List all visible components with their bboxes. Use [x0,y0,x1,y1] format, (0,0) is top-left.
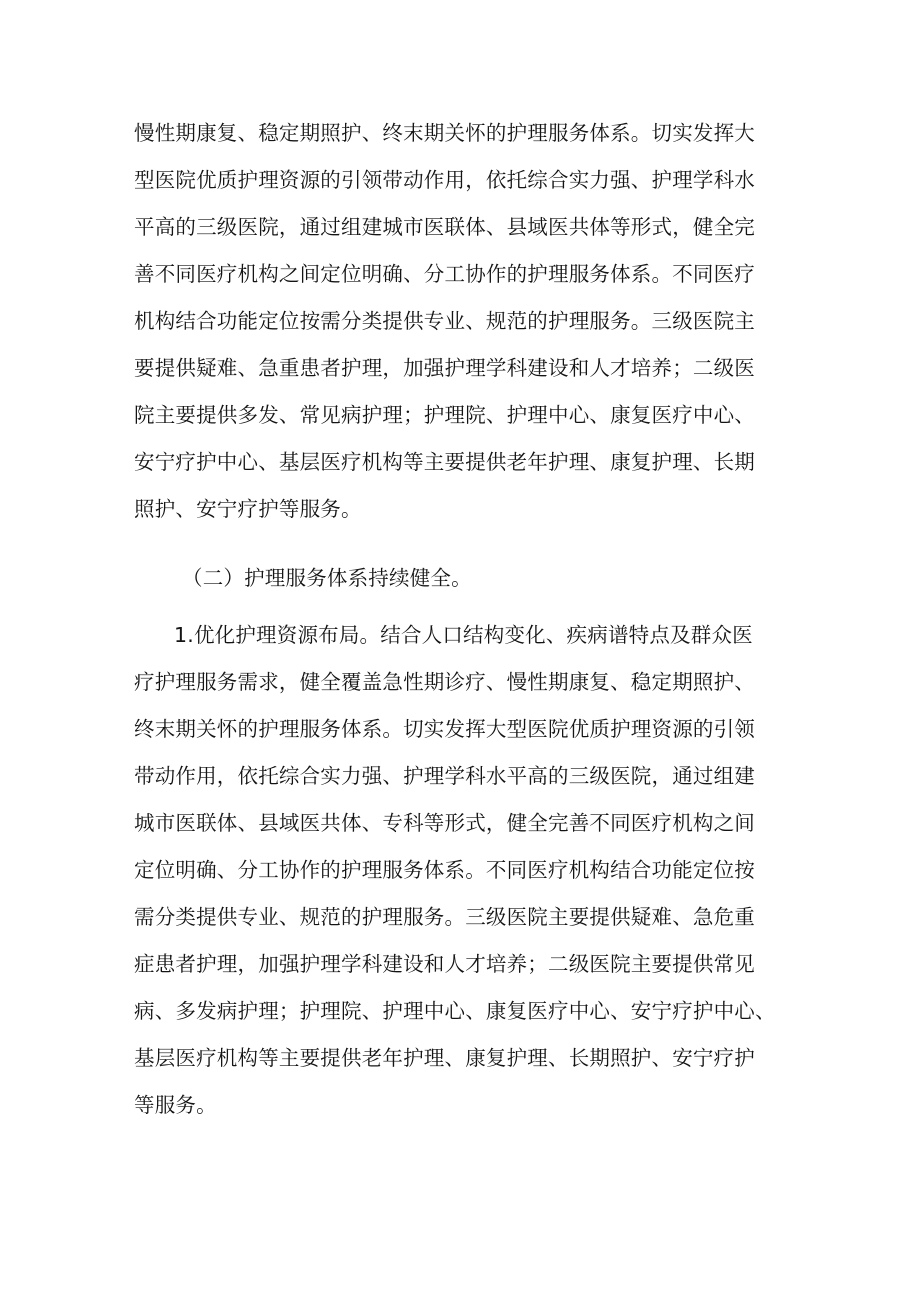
text-line: 1.优化护理资源布局。结合人口结构变化、疾病谱特点及群众医 [174,623,753,647]
text-line: 院主要提供多发、常见病护理；护理院、护理中心、康复医疗中心、 [134,403,755,427]
text-line: 等服务。 [134,1093,217,1117]
paragraph-item-1 [134,612,794,1129]
text-line: 基层医疗机构等主要提供老年护理、康复护理、长期照护、安宁疗护 [134,1046,755,1070]
text-line: 照护、安宁疗护等服务。 [134,497,362,521]
text-line: 慢性期康复、稳定期照护、终末期关怀的护理服务体系。切实发挥大 [134,121,755,145]
text-line: 型医院优质护理资源的引领带动作用，依托综合实力强、护理学科水 [134,168,755,192]
text-line: 要提供疑难、急重患者护理，加强护理学科建设和人才培养；二级医 [134,356,755,380]
text-line: 城市医联体、县域医共体、专科等形式，健全完善不同医疗机构之间 [134,811,755,835]
text-line: 善不同医疗机构之间定位明确、分工协作的护理服务体系。不同医疗 [134,262,755,286]
section-heading: （二）护理服务体系持续健全。 [182,566,472,590]
section-heading-block [134,555,794,602]
text-line: 病、多发病护理；护理院、护理中心、康复医疗中心、安宁疗护中心、 [134,999,776,1023]
text-line: 疗护理服务需求，健全覆盖急性期诊疗、慢性期康复、稳定期照护、 [134,670,755,694]
text-line: 需分类提供专业、规范的护理服务。三级医院主要提供疑难、急危重 [134,905,755,929]
text-line: 终末期关怀的护理服务体系。切实发挥大型医院优质护理资源的引领 [134,717,755,741]
text-line: 安宁疗护中心、基层医疗机构等主要提供老年护理、康复护理、长期 [134,450,755,474]
text-line: 带动作用，依托综合实力强、护理学科水平高的三级医院，通过组建 [134,764,755,788]
text-line: 平高的三级医院，通过组建城市医联体、县域医共体等形式，健全完 [134,215,755,239]
paragraph-continued [134,110,794,533]
text-line: 症患者护理，加强护理学科建设和人才培养；二级医院主要提供常见 [134,952,755,976]
text-line: 机构结合功能定位按需分类提供专业、规范的护理服务。三级医院主 [134,309,755,333]
text-line: 定位明确、分工协作的护理服务体系。不同医疗机构结合功能定位按 [134,858,755,882]
